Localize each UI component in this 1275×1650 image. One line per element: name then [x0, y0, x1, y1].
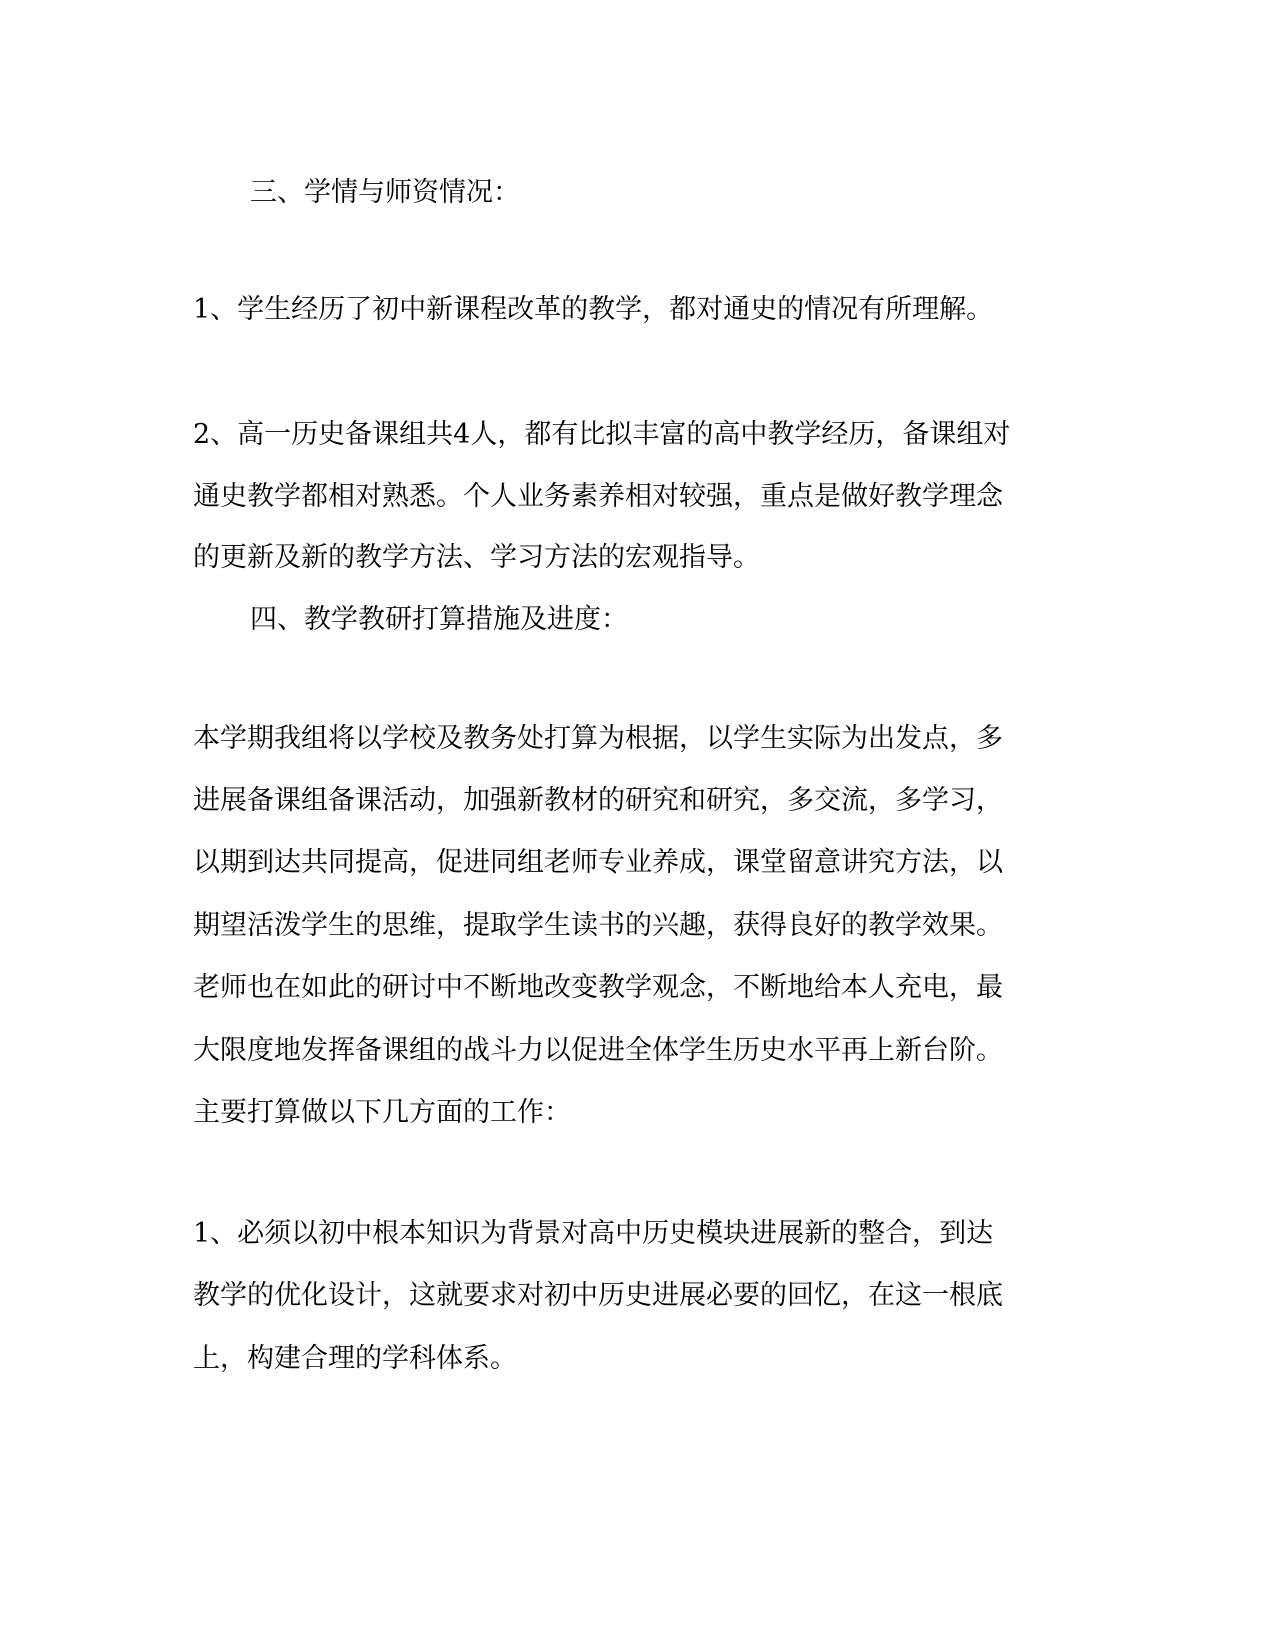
paragraph-line: 2、高一历史备课组共4人，都有比拟丰富的高中教学经历，备课组对: [193, 419, 1011, 450]
paragraph-line: 1、学生经历了初中新课程改革的教学，都对通史的情况有所理解。: [193, 294, 994, 325]
paragraph-line: 教学的优化设计，这就要求对初中历史进展必要的回忆，在这一根底: [193, 1280, 1003, 1311]
paragraph-line: 的更新及新的教学方法、学习方法的宏观指导。: [193, 542, 760, 573]
section-heading-3: 三、学情与师资情况：: [250, 177, 520, 208]
paragraph-line: 老师也在如此的研讨中不断地改变教学观念，不断地给本人充电，最: [193, 972, 1003, 1003]
paragraph-line: 上，构建合理的学科体系。: [193, 1343, 517, 1374]
paragraph-line: 大限度地发挥备课组的战斗力以促进全体学生历史水平再上新台阶。: [193, 1035, 1003, 1066]
paragraph-line: 期望活泼学生的思维，提取学生读书的兴趣，获得良好的教学效果。: [193, 910, 1003, 941]
section-heading-4: 四、教学教研打算措施及进度：: [250, 604, 628, 635]
paragraph-line: 1、必须以初中根本知识为背景对高中历史模块进展新的整合，到达: [193, 1218, 994, 1249]
paragraph-line: 本学期我组将以学校及教务处打算为根据，以学生实际为出发点，多: [193, 723, 1003, 754]
paragraph-line: 进展备课组备课活动，加强新教材的研究和研究，多交流，多学习，: [193, 785, 1003, 816]
paragraph-line: 主要打算做以下几方面的工作：: [193, 1097, 571, 1128]
paragraph-line: 通史教学都相对熟悉。个人业务素养相对较强，重点是做好教学理念: [193, 481, 1003, 512]
paragraph-line: 以期到达共同提高，促进同组老师专业养成，课堂留意讲究方法，以: [193, 847, 1003, 878]
